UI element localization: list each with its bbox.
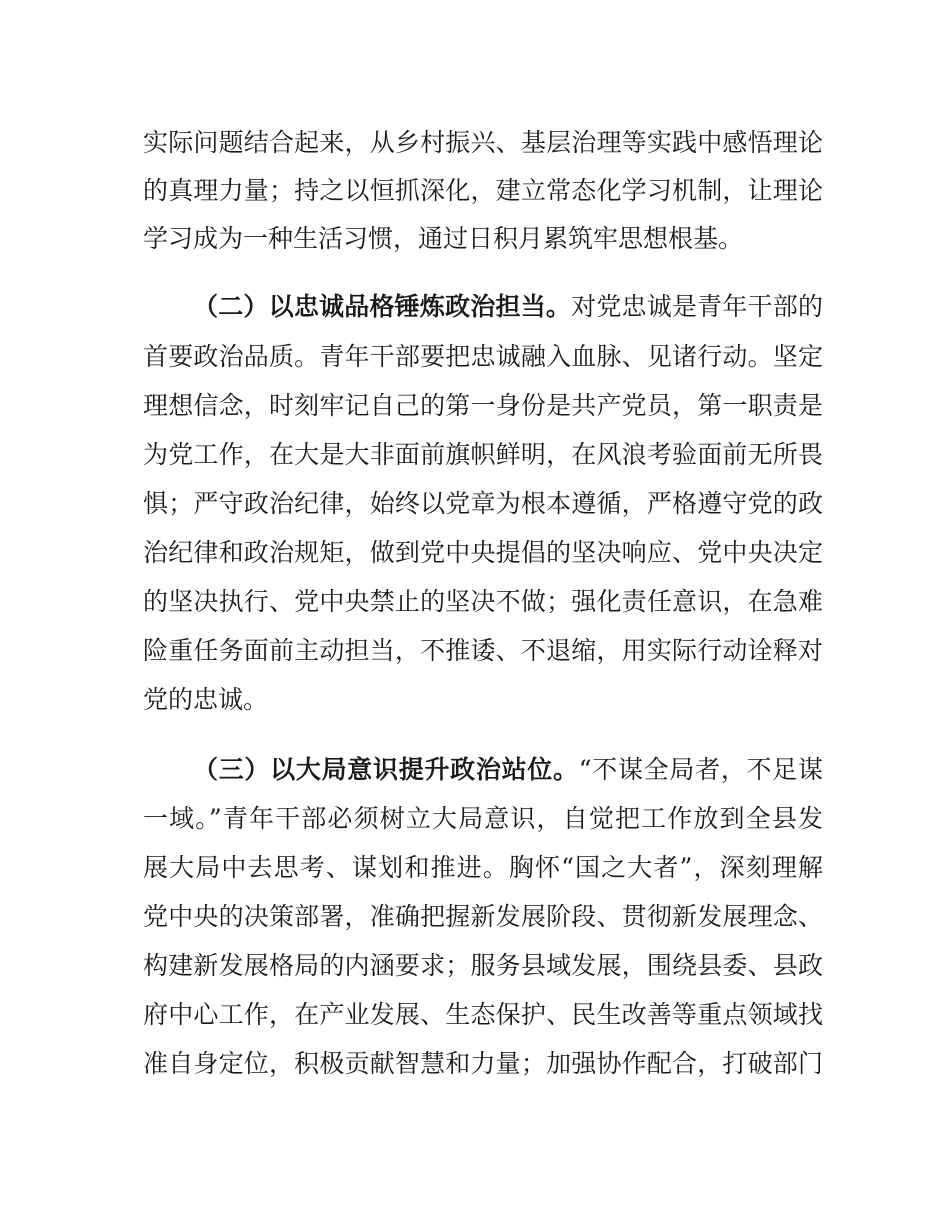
paragraph-1-line-1: 实际问题结合起来，从乡村振兴、基层治理等实践中感悟理论 (143, 128, 823, 157)
paragraph-3-line-3: 展大局中去思考、谋划和推进。胸怀“国之大者”，深刻理解 (143, 853, 823, 882)
paragraph-3-line-4: 党中央的决策部署，准确把握新发展阶段、贯彻新发展理念、 (143, 902, 823, 931)
paragraph-3-first-line-text: “不谋全局者，不足谋 (578, 755, 823, 784)
paragraph-2-first-line-text: 对党忠诚是青年干部的 (571, 292, 823, 321)
paragraph-1-line-3: 学习成为一种生活习惯，通过日积月累筑牢思想根基。 (143, 224, 744, 253)
paragraph-2-line-5: 惧；严守政治纪律，始终以党章为根本遵循，严格遵守党的政 (143, 489, 823, 518)
paragraph-1-line-2: 的真理力量；持之以恒抓深化，建立常态化学习机制，让理论 (143, 176, 823, 205)
paragraph-2-line-4: 为党工作，在大是大非面前旗帜鲜明，在风浪考验面前无所畏 (143, 440, 823, 469)
paragraph-2-first-line (193, 287, 823, 327)
paragraph-2-line-8: 险重任务面前主动担当，不推诿、不退缩，用实际行动诠释对 (143, 636, 823, 665)
section-heading-3: （三）以大局意识提升政治站位。 (193, 755, 579, 784)
paragraph-2-line-9: 党的忠诚。 (143, 685, 269, 714)
paragraph-3-line-7: 准自身定位，积极贡献智慧和力量；加强协作配合，打破部门 (143, 1049, 823, 1078)
paragraph-3-line-5: 构建新发展格局的内涵要求；服务县域发展，围绕县委、县政 (143, 951, 823, 980)
paragraph-3-first-line (193, 750, 823, 790)
section-heading-2: （二）以忠诚品格锤炼政治担当。 (193, 292, 572, 321)
paragraph-2-line-3: 理想信念，时刻牢记自己的第一身份是共产党员，第一职责是 (143, 391, 823, 420)
paragraph-2-line-7: 的坚决执行、党中央禁止的坚决不做；强化责任意识，在急难 (143, 587, 823, 616)
paragraph-2-line-6: 治纪律和政治规矩，做到党中央提倡的坚决响应、党中央决定 (143, 538, 823, 567)
paragraph-3-line-6: 府中心工作，在产业发展、生态保护、民生改善等重点领域找 (143, 1000, 823, 1029)
paragraph-2-line-2: 首要政治品质。青年干部要把忠诚融入血脉、见诸行动。坚定 (143, 342, 823, 371)
paragraph-3-line-2: 一域。”青年干部必须树立大局意识，自觉把工作放到全县发 (143, 804, 823, 833)
